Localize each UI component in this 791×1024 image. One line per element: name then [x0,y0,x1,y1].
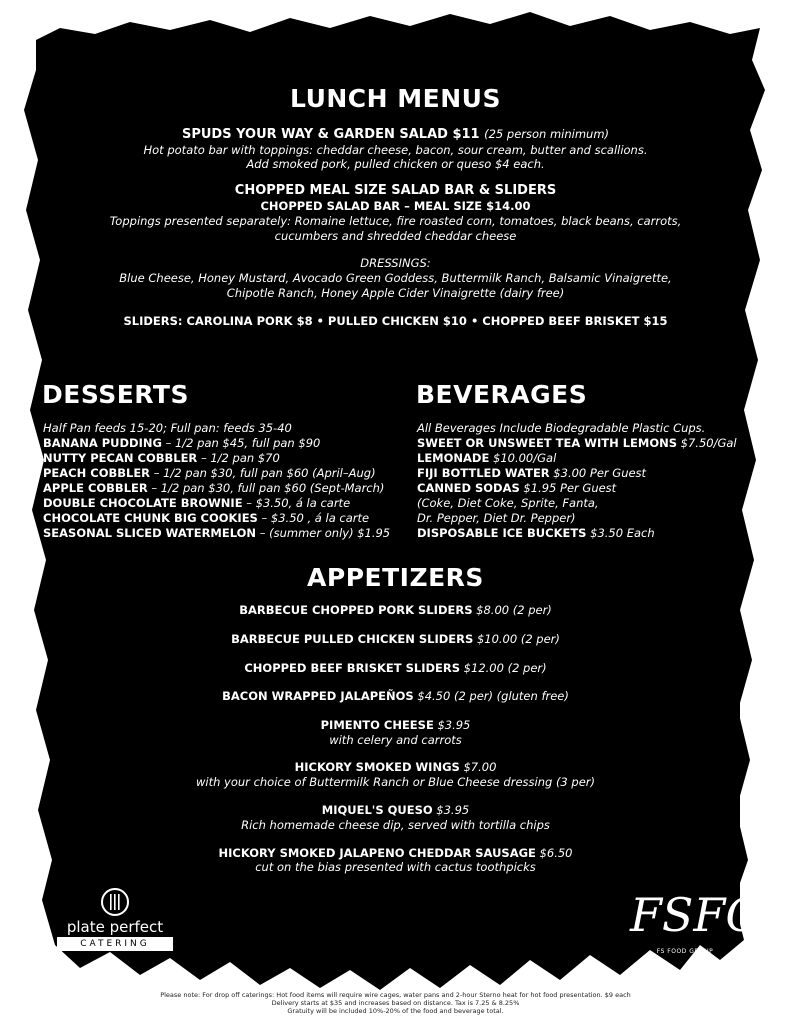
footer-note-2: Delivery starts at $35 and increases based on distance. Tax is 7.25 & 8.25% [271,999,520,1007]
salad-sub: CHOPPED SALAD BAR – MEAL SIZE $14.00 [260,199,531,213]
plate-perfect-logo [55,888,175,954]
appetizer-item: BARBECUE PULLED CHICKEN SLIDERS $10.00 (2 per) [231,632,560,646]
list-item: PEACH COBBLER – 1/2 pan $30, full pan $60 (April–Aug) [43,466,376,480]
appetizer-item: CHOPPED BEEF BRISKET SLIDERS $12.00 (2 per) [244,661,547,675]
appetizer-item: HICKORY SMOKED WINGS $7.00 [294,760,497,774]
fs-mark: FSFG [630,888,763,942]
spuds-note: (25 person minimum) [484,127,610,141]
list-item: FIJI BOTTLED WATER $3.00 Per Guest [417,466,647,480]
appetizer-item: HICKORY SMOKED JALAPENO CHEDDAR SAUSAGE $6.50 [218,846,573,860]
list-item: APPLE COBBLER – 1/2 pan $30, full pan $60 (Sept-March) [43,481,385,495]
dressings-1: Blue Cheese, Honey Mustard, Avocado Green Goddess, Buttermilk Ranch, Balsamic Vinaigrette, [119,271,672,285]
salad-title: CHOPPED MEAL SIZE SALAD BAR & SLIDERS [234,183,557,198]
beverages-heading: BEVERAGES [416,380,588,409]
list-item: NUTTY PECAN COBBLER – 1/2 pan $70 [43,451,280,465]
sliders-line: SLIDERS: CAROLINA PORK $8 • PULLED CHICKEN $10 • CHOPPED BEEF BRISKET $15 [123,314,668,328]
beverages-list [417,421,747,541]
lunch-heading: LUNCH MENUS [290,84,501,113]
list-item: CHOCOLATE CHUNK BIG COOKIES – $3.50 , á la carte [43,511,370,525]
fs-food-group-text: FS FOOD GROUP [656,948,714,955]
cutlery-icon [55,888,175,918]
desserts-list [43,421,403,541]
list-item: Dr. Pepper, Diet Dr. Pepper) [417,511,576,525]
list-item: BANANA PUDDING – 1/2 pan $45, full pan $90 [43,436,321,450]
dressings-2: Chipotle Ranch, Honey Apple Cider Vinaigrette (dairy free) [226,286,565,300]
list-item: LEMONADE $10.00/Gal [417,451,557,465]
appetizer-desc: with your choice of Buttermilk Ranch or Blue Cheese dressing (3 per) [196,775,595,789]
fs-food-group-logo [630,888,763,968]
list-item: SEASONAL SLICED WATERMELON – (summer only) $1.95 [43,526,391,540]
list-item: (Coke, Diet Coke, Sprite, Fanta, [417,496,599,510]
spuds-title [0,127,791,142]
list-item: CANNED SODAS $1.95 Per Guest [417,481,617,495]
list-item: SWEET OR UNSWEET TEA WITH LEMONS $7.50/Gal [417,436,737,450]
salad-desc-1: Toppings presented separately: Romaine lettuce, fire roasted corn, tomatoes, black beans, carrots, [109,214,682,228]
spuds-title-text: SPUDS YOUR WAY & GARDEN SALAD $11 [181,127,480,142]
dressings-label: DRESSINGS: [360,256,431,270]
beverages-intro: All Beverages Include Biodegradable Plastic Cups. [417,421,706,435]
footer-note-1: Please note: For drop off caterings: Hot food items will require wire cages, water pans and 2-hour Sterno heat for hot food presentation. $9 each [160,991,631,999]
desserts-heading: DESSERTS [42,380,189,409]
salad-desc-2: cucumbers and shredded cheddar cheese [274,229,517,243]
appetizer-desc: with celery and carrots [329,733,462,747]
plate-perfect-catering: CATERING [57,937,173,951]
spuds-desc-2: Add smoked pork, pulled chicken or queso $4 each. [246,157,545,171]
appetizer-item: MIQUEL'S QUESO $3.95 [321,803,470,817]
spuds-desc-1: Hot potato bar with toppings: cheddar cheese, bacon, sour cream, butter and scallions. [143,143,648,157]
appetizer-item: BACON WRAPPED JALAPEÑOS $4.50 (2 per) (gluten free) [222,689,569,703]
appetizers-heading: APPETIZERS [307,563,484,592]
appetizer-item: PIMENTO CHEESE $3.95 [320,718,471,732]
list-item: DISPOSABLE ICE BUCKETS $3.50 Each [417,526,655,540]
desserts-intro: Half Pan feeds 15-20; Full pan: feeds 35-40 [43,421,292,435]
plate-perfect-text: plate perfect [66,918,164,936]
appetizer-desc: cut on the bias presented with cactus toothpicks [255,860,536,874]
list-item: DOUBLE CHOCOLATE BROWNIE – $3.50, á la carte [43,496,351,510]
footer-note-3: Gratuity will be included 10%-20% of the food and beverage total. [287,1007,504,1015]
appetizer-desc: Rich homemade cheese dip, served with tortilla chips [241,818,550,832]
appetizer-item: BARBECUE CHOPPED PORK SLIDERS $8.00 (2 per) [239,603,552,617]
